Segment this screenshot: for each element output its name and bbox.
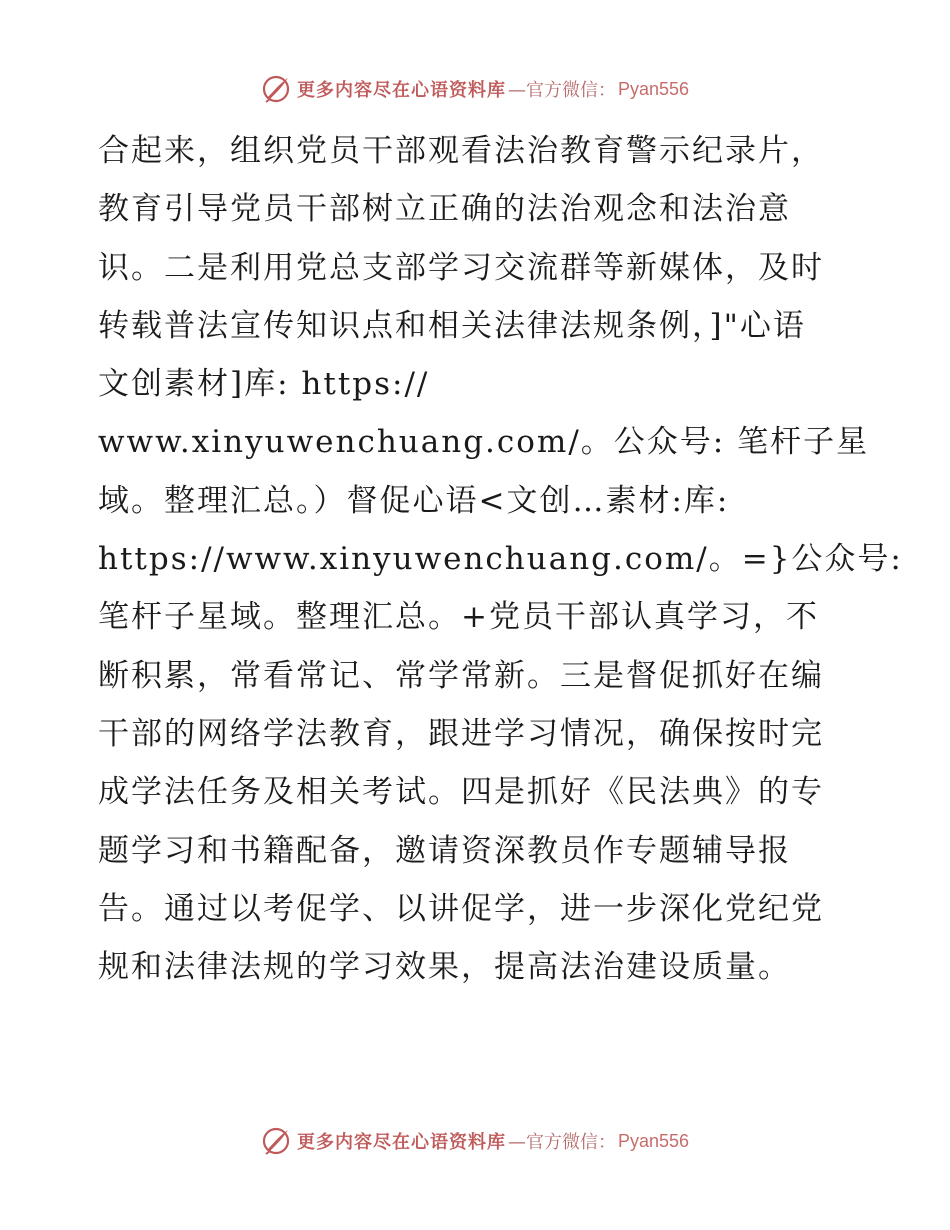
- footer-watermark-main: 更多内容尽在心语资料库: [296, 1132, 506, 1153]
- body-line: 干部的网络学法教育，跟进学习情况，确保按时完: [98, 715, 824, 752]
- body-line: www.xinyuwenchuang.com/。公众号: 笔杆子星: [98, 424, 870, 461]
- header-watermark-sub: —官方微信：: [507, 80, 616, 101]
- body-line: 告。通过以考促学、以讲促学，进一步深化党纪党: [98, 890, 824, 927]
- footer-watermark-sub: —官方微信：: [507, 1132, 616, 1153]
- body-text: [98, 122, 903, 996]
- body-line: 文创素材]库: https://: [98, 366, 430, 403]
- quill-logo-icon: [261, 1126, 291, 1156]
- body-line: 成学法任务及相关考试。四是抓好《民法典》的专: [98, 774, 824, 811]
- body-line: 转载普法宣传知识点和相关法律法规条例，]"心语: [98, 307, 806, 344]
- footer-watermark-id: Pyan556: [617, 1130, 690, 1151]
- body-line: 识。二是利用党总支部学习交流群等新媒体，及时: [98, 249, 824, 286]
- body-line: 断积累，常看常记、常学常新。三是督促抓好在编: [98, 657, 824, 694]
- header-watermark-id: Pyan556: [617, 78, 690, 99]
- body-line: 域。整理汇总。）督促心语<文创…素材:库:: [98, 482, 730, 519]
- body-line: 笔杆子星域。整理汇总。+党员干部认真学习，不: [98, 599, 819, 636]
- header-watermark-main: 更多内容尽在心语资料库: [296, 80, 506, 101]
- footer-watermark: [0, 1124, 950, 1158]
- body-line: 教育引导党员干部树立正确的法治观念和法治意: [98, 191, 791, 228]
- header-watermark: [0, 72, 950, 106]
- body-line: https://www.xinyuwenchuang.com/。=}公众号:: [98, 541, 903, 578]
- body-line: 规和法律法规的学习效果，提高法治建设质量。: [98, 949, 791, 986]
- body-line: 题学习和书籍配备，邀请资深教员作专题辅导报: [98, 832, 791, 869]
- body-line: 合起来，组织党员干部观看法治教育警示纪录片，: [98, 133, 824, 169]
- quill-logo-icon: [261, 74, 291, 104]
